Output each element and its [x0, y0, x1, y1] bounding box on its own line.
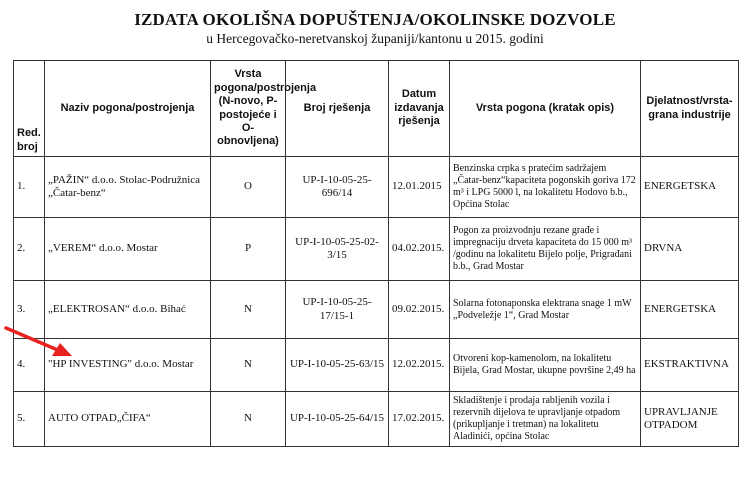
row-vrsta: N	[211, 339, 286, 392]
row-djelatnost: UPRAVLJANJE OTPADOM	[641, 392, 739, 447]
header-djelatnost: Djelatnost/vrsta-grana industrije	[641, 61, 739, 157]
row-datum: 12.01.2015	[389, 157, 450, 218]
row-broj: UP-I-10-05-25-64/15	[286, 392, 389, 447]
red-arrow-icon	[2, 322, 82, 362]
row-djelatnost: ENERGETSKA	[641, 281, 739, 339]
row-number: 1.	[14, 157, 45, 218]
row-djelatnost: ENERGETSKA	[641, 157, 739, 218]
row-opis: Solarna fotonaponska elektrana snage 1 mW „Podveležje 1“, Grad Mostar	[450, 281, 641, 339]
row-number: 5.	[14, 392, 45, 447]
row-naziv: „VEREM“ d.o.o. Mostar	[45, 218, 211, 281]
table-row	[14, 392, 739, 447]
row-opis: Otvoreni kop-kamenolom, na lokalitetu Bijela, Grad Mostar, ukupne površine 2,49 ha	[450, 339, 641, 392]
row-datum: 09.02.2015.	[389, 281, 450, 339]
row-datum: 12.02.2015.	[389, 339, 450, 392]
row-broj: UP-I-10-05-25-63/15	[286, 339, 389, 392]
row-opis: Benzinska crpka s pratećim sadržajem „Čatar-benz“kapaciteta pogonskih goriva 172 m³ i LPG 5000 l, na lokalitetu Hodovo b.b., Općina Stolac	[450, 157, 641, 218]
row-vrsta: N	[211, 281, 286, 339]
row-naziv: AUTO OTPAD„ČIFA“	[45, 392, 211, 447]
row-number: 4.	[14, 339, 45, 392]
header-red-broj: Red. broj	[14, 61, 45, 157]
row-broj: UP-I-10-05-25-17/15-1	[286, 281, 389, 339]
row-number: 3.	[14, 281, 45, 339]
header-opis: Vrsta pogona (kratak opis)	[450, 61, 641, 157]
header-broj-rjesenja: Broj rješenja	[286, 61, 389, 157]
header-naziv: Naziv pogona/postrojenja	[45, 61, 211, 157]
row-vrsta: P	[211, 218, 286, 281]
header-vrsta: Vrsta pogona/postrojenja (N-novo, P-postojeće i O-obnovljena)	[211, 61, 286, 157]
header-datum: Datum izdavanja rješenja	[389, 61, 450, 157]
row-vrsta: O	[211, 157, 286, 218]
row-broj: UP-I-10-05-25-02-3/15	[286, 218, 389, 281]
page-subtitle: u Hercegovačko-neretvanskoj županiji/kantonu u 2015. godini	[206, 31, 544, 46]
row-naziv: "HP INVESTING" d.o.o. Mostar	[45, 339, 211, 392]
row-number: 2.	[14, 218, 45, 281]
table-row	[14, 157, 739, 218]
row-djelatnost: DRVNA	[641, 218, 739, 281]
row-datum: 17.02.2015.	[389, 392, 450, 447]
row-naziv: „PAŽIN“ d.o.o. Stolac-Podružnica „Čatar-benz“	[45, 157, 211, 218]
row-opis: Skladištenje i prodaja rabljenih vozila i rezervnih dijelova te upravljanje otpadom (prikupljanje i tretman) na lokalitetu Aladinići, općina Stolac	[450, 392, 641, 447]
page-title: IZDATA OKOLIŠNA DOPUŠTENJA/OKOLINSKE DOZVOLE	[134, 10, 616, 29]
permits-table	[13, 60, 739, 447]
row-djelatnost: EKSTRAKTIVNA	[641, 339, 739, 392]
row-opis: Pogon za proizvodnju rezane građe i impregnaciju drveta kapaciteta do 15 000 m³ /godinu na lokalitetu Bijelo polje, Prigrađani b.b., Grad Mostar	[450, 218, 641, 281]
row-naziv: „ELEKTROSAN“ d.o.o. Bihać	[45, 281, 211, 339]
row-vrsta: N	[211, 392, 286, 447]
row-broj: UP-I-10-05-25-696/14	[286, 157, 389, 218]
row-datum: 04.02.2015.	[389, 218, 450, 281]
table-row	[14, 339, 739, 392]
table-header-row	[14, 61, 739, 157]
table-row	[14, 281, 739, 339]
table-row	[14, 218, 739, 281]
